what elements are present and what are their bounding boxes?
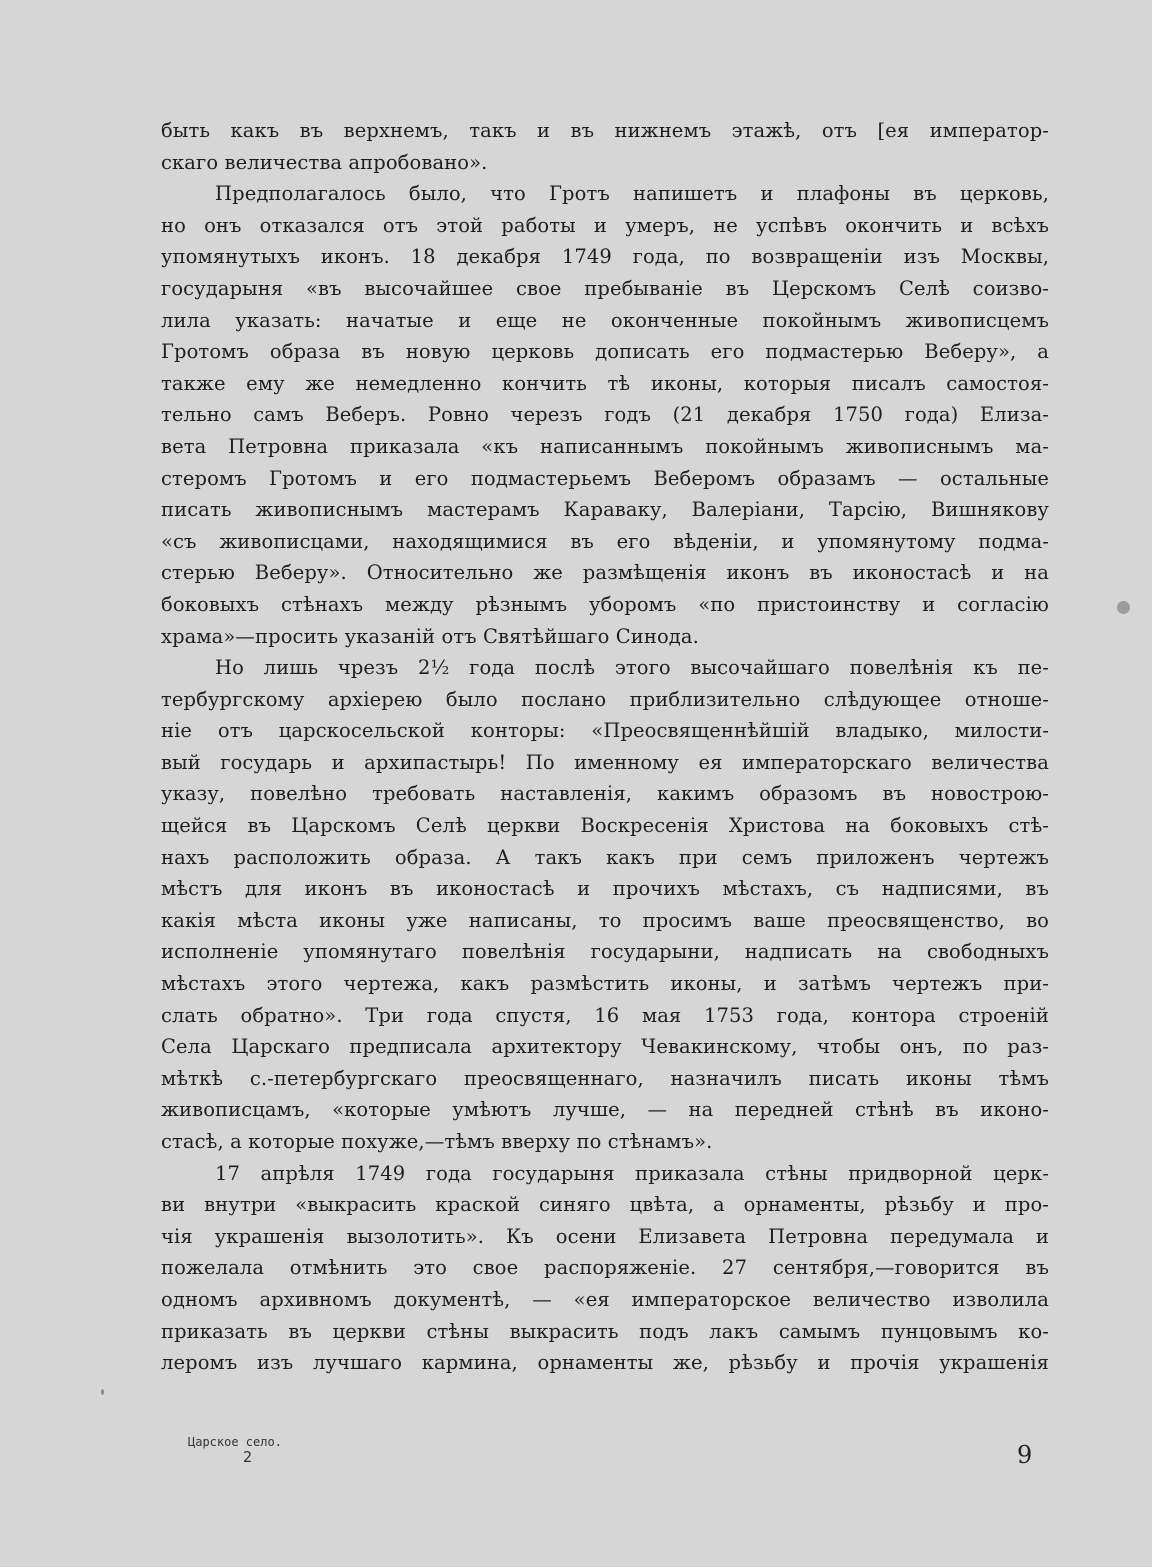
text-line: стеромъ Гротомъ и его подмастерьемъ Веберомъ образамъ — остальные <box>161 466 1049 490</box>
printer-signature <box>188 1435 282 1466</box>
text-line: мѣткѣ с.-петербургскаго преосвященнаго, назначилъ писать иконы тѣмъ <box>161 1066 1049 1090</box>
text-line: одномъ архивномъ документѣ, — «ея императорское величество изволила <box>161 1287 1049 1311</box>
text-line: боковыхъ стѣнахъ между рѣзнымъ уборомъ «по пристоинству и согласiю <box>161 592 1049 616</box>
text-line: щейся въ Царскомъ Селѣ церкви Воскресенiя Христова на боковыхъ стѣ- <box>161 814 1049 838</box>
text-line: приказать въ церкви стѣны выкрасить подъ лакъ самымъ пунцовымъ ко- <box>161 1319 1049 1343</box>
text-line: упомянутыхъ иконъ. 18 декабря 1749 года, по возвращенiи изъ Москвы, <box>161 245 1049 269</box>
text-line: скаго величества апробовано». <box>161 150 488 174</box>
text-line: вета Петровна приказала «къ написаннымъ покойнымъ живописнымъ ма- <box>161 434 1049 458</box>
text-line: какiя мѣста иконы уже написаны, то просимъ ваше преосвященство, во <box>161 908 1049 932</box>
text-line: Предполагалось было, что Гротъ напишетъ и плафоны въ церковь, <box>215 182 1049 206</box>
text-line: мѣстъ для иконъ въ иконостасѣ и прочихъ мѣстахъ, съ надписями, въ <box>161 877 1049 901</box>
text-line: вый государь и архипастырь! По именному ея императорскаго величества <box>161 750 1049 774</box>
text-line: чiя украшенiя вызолотить». Къ осени Елизавета Петровна передумала и <box>161 1224 1049 1248</box>
text-line: нахъ расположить образа. А такъ какъ при семъ приложенъ чертежъ <box>161 845 1049 869</box>
text-line: леромъ изъ лучшаго кармина, орнаменты же, рѣзьбу и прочiя украшенiя <box>161 1351 1049 1375</box>
text-line: храма»—просить указанiй отъ Святѣйшаго Синода. <box>161 624 699 648</box>
text-line: тельно самъ Веберъ. Ровно черезъ годъ (21 декабря 1750 года) Елиза- <box>161 403 1049 427</box>
text-line: также ему же немедленно кончить тѣ иконы, которыя писалъ самостоя- <box>161 371 1049 395</box>
paper-speck <box>1117 601 1130 614</box>
text-line: живописцамъ, «которые умѣютъ лучше, — на передней стѣнѣ въ иконо- <box>161 1098 1049 1122</box>
text-line: тербургскому архiерею было послано приблизительно слѣдующее отноше- <box>161 687 1049 711</box>
text-line: Села Царскаго предписала архитектору Чевакинскому, чтобы онъ, по раз- <box>161 1035 1049 1059</box>
text-line: стерью Веберу». Относительно же размѣщенiя иконъ въ иконостасѣ и на <box>161 561 1049 585</box>
page-number: 9 <box>1017 1441 1033 1469</box>
paragraph <box>161 652 1049 1158</box>
text-line: исполненiе упомянутаго повелѣнiя государыни, надписать на свободныхъ <box>161 940 1049 964</box>
text-line: Но лишь чрезъ 2½ года послѣ этого высочайшаго повелѣнiя къ пе- <box>215 656 1049 680</box>
text-line: пожелала отмѣнить это свое распоряженiе. 27 сентября,—говорится въ <box>161 1256 1049 1280</box>
text-line: стасѣ, а которые похуже,—тѣмъ вверху по стѣнамъ». <box>161 1130 713 1153</box>
text-line: Гротомъ образа въ новую церковь дописать его подмастерью Веберу», а <box>161 340 1049 364</box>
text-line: быть какъ въ верхнемъ, такъ и въ нижнемъ этажѣ, отъ [ея император- <box>161 119 1049 142</box>
body-text <box>161 115 1049 1379</box>
paragraph <box>161 1158 1049 1379</box>
text-line: государыня «въ высочайшее свое пребыванiе въ Церскомъ Селѣ соизво- <box>161 276 1049 300</box>
text-line: писать живописнымъ мастерамъ Караваку, Валерiани, Тарсiю, Вишнякову <box>161 498 1049 522</box>
text-line: слать обратно». Три года спустя, 16 мая 1753 года, контора строенiй <box>161 1003 1049 1027</box>
signature-number: 2 <box>243 1448 253 1466</box>
signature-title: Царское село. <box>188 1435 282 1449</box>
text-line: «съ живописцами, находящимися въ его вѣденiи, и упомянутому подма- <box>161 529 1049 553</box>
text-line: нiе отъ царскосельской конторы: «Преосвященнѣйшiй владыко, милости- <box>161 719 1049 743</box>
paragraph <box>161 115 1049 178</box>
text-line: но онъ отказался отъ этой работы и умеръ, не успѣвъ окончить и всѣхъ <box>161 213 1049 237</box>
paper-speck <box>101 1389 104 1395</box>
paragraph <box>161 178 1049 652</box>
text-line: ви внутри «выкрасить краской синяго цвѣта, а орнаменты, рѣзьбу и про- <box>161 1193 1049 1217</box>
text-line: указу, повелѣно требовать наставленiя, какимъ образомъ въ новострою- <box>161 782 1049 806</box>
text-line: мѣстахъ этого чертежа, какъ размѣстить иконы, и затѣмъ чертежъ при- <box>161 972 1049 996</box>
text-line: 17 апрѣля 1749 года государыня приказала стѣны придворной церк- <box>215 1161 1049 1185</box>
text-line: лила указать: начатые и еще не оконченные покойнымъ живописцемъ <box>161 308 1049 332</box>
